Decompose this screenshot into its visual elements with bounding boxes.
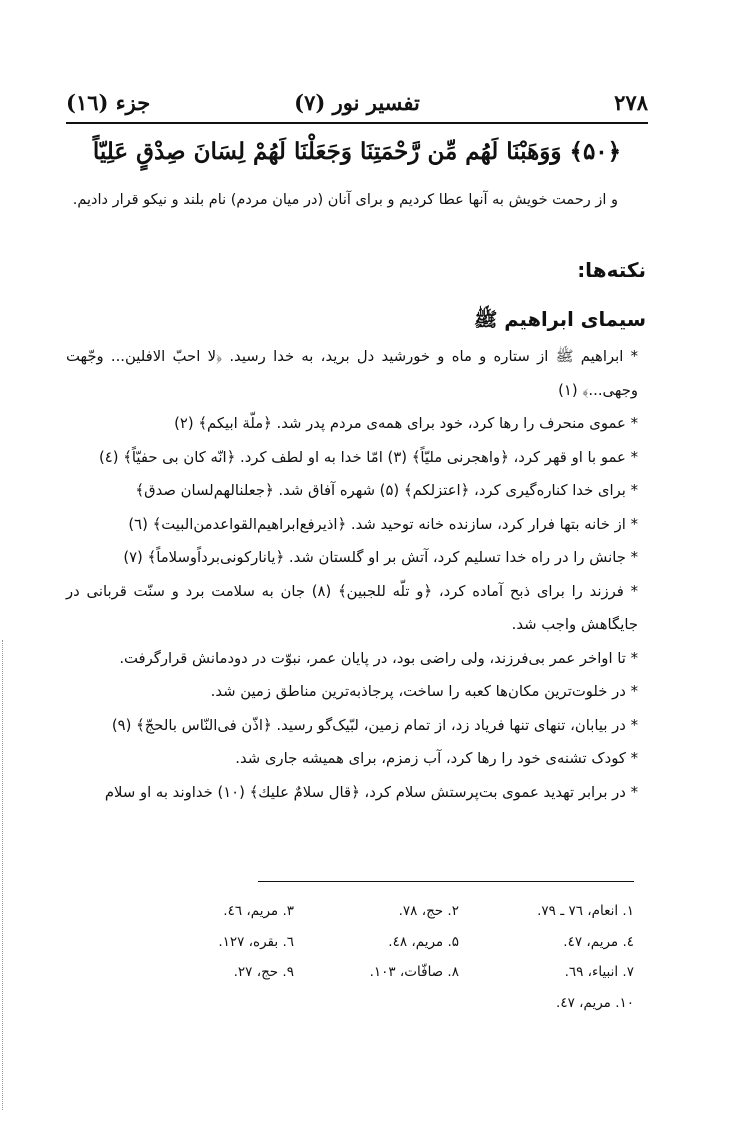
- running-header: [66, 86, 648, 120]
- page-number: ۲۷۸: [614, 90, 648, 115]
- note-item: * برای خدا کناره‌گیری کرد، ﴿اعتزلکم﴾ (۵) شهره آفاق شد. ﴿جعلنالهم‌لسان صدق﴾: [135, 482, 638, 499]
- note-item: * فرزند را برای ذبح آماده کرد، ﴿و تلّه للجبین﴾ (۸) جان به سلامت برد و سنّت قربانی در جایگاهش واجب شد.: [66, 582, 639, 633]
- notes-heading: نکته‌ها:: [577, 258, 646, 282]
- footnote: ۳. مریم، ٤٦.: [223, 903, 294, 919]
- note-item: * در بیابان، تنهای تنها فریاد زد، از تمام زمین، لبّیک‌گو رسید. ﴿اذّن فی‌النّاس بالحجّ﴾ (۹): [111, 716, 638, 734]
- section-heading: سیمای ابراهیم ﷺ: [473, 308, 646, 331]
- footnote-rule: [258, 881, 634, 882]
- note-item: * در خلوت‌ترین مکان‌ها کعبه را ساخت، پرجاذبه‌ترین مناطق زمین شد.: [210, 683, 638, 700]
- note-item: * عموی منحرف را رها کرد، خود برای همه‌ی مردم پدر شد. ﴿ملّة ابیکم﴾ (۲): [174, 415, 638, 432]
- footnote: ۵. مریم، ٤۸.: [388, 933, 459, 950]
- note-item: * کودک تشنه‌ی خود را رها کرد، آب زمزم، برای همیشه جاری شد.: [235, 750, 638, 767]
- footnote: ٤. مریم، ٤۷.: [563, 933, 634, 950]
- footnote: ۲. حج، ۷۸.: [398, 903, 459, 919]
- note-item: * عمو با او قهر کرد، ﴿واهجرنی ملیّاً﴾ (۳) امّا خدا به او لطف کرد. ﴿انّه کان بی حفیّاً﴾ (٤): [98, 448, 638, 466]
- footnote: ۱. انعام، ۷٦ ـ ۷۹.: [537, 903, 634, 919]
- footnote: ۸. صافّات، ۱۰۳.: [369, 964, 459, 980]
- footnotes: [174, 896, 634, 1018]
- juz-number: جزء (۱٦): [66, 90, 151, 115]
- footnote: ٦. بقره، ۱۲۷.: [218, 933, 294, 950]
- note-item: * ابراهیم ﷺ از ستاره و ماه و خورشید دل برید، به خدا رسید. ﴿لا احبّ الافلین... وجّهت وجهی...﴾ (۱): [66, 348, 638, 399]
- footnote: ۷. انبیاء، ٦۹.: [564, 964, 634, 980]
- verse-translation: و از رحمت خویش به آنها عطا کردیم و برای آنان (در میان مردم) نام بلند و نیکو قرار دادیم.: [72, 192, 618, 208]
- book-title: تفسیر نور (۷): [294, 90, 420, 115]
- footnote: ۹. حج، ۲۷.: [233, 964, 294, 980]
- notes-list: [66, 340, 638, 809]
- note-item: * جانش را در راه خدا تسلیم کرد، آتش بر او گلستان شد. ﴿یانارکونی‌برداًوسلاماً﴾ (۷): [123, 549, 638, 566]
- note-item: * از خانه بتها فرار کرد، سازنده خانه توحید شد. ﴿اذیرفع‌ابراهیم‌القواعدمن‌البیت﴾ (٦): [128, 515, 638, 533]
- scan-margin-edge: [2, 640, 3, 1110]
- quran-verse: ﴿۵۰﴾ وَوَهَبْنَا لَهُم مِّن رَّحْمَتِنَا وَجَعَلْنَا لَهُمْ لِسَانَ صِدْقٍ عَلِيّاً: [92, 138, 622, 165]
- note-item: * تا اواخر عمر بی‌فرزند، ولی راضی بود، در پایان عمر، نبوّت در دودمانش قرارگرفت.: [119, 649, 638, 667]
- footnote: ۱۰. مریم، ٤۷.: [556, 994, 634, 1011]
- note-item: * در برابر تهدید عموی بت‌پرستش سلام کرد، ﴿قال سلامٌ علیك﴾ (۱۰) خداوند به او سلام: [104, 783, 638, 801]
- header-rule: [66, 122, 648, 124]
